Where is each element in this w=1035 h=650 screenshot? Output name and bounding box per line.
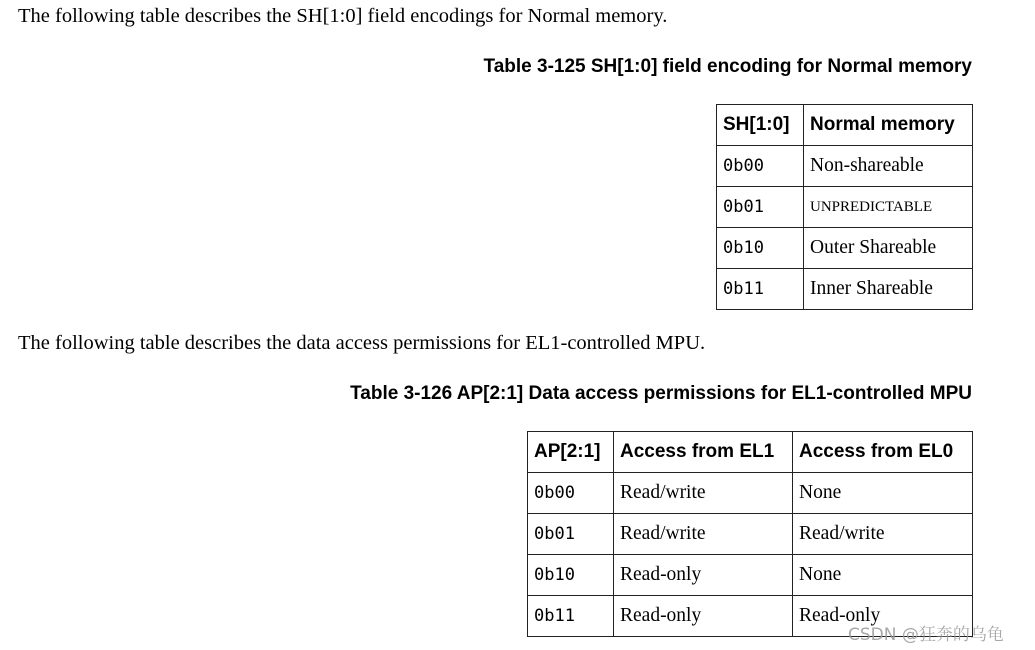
ap-permissions-table bbox=[527, 431, 973, 637]
cell: Read/write bbox=[614, 473, 793, 514]
intro-paragraph-2: The following table describes the data access permissions for EL1-controlled MPU. bbox=[18, 332, 706, 354]
watermark: CSDN @狂奔的乌龟 bbox=[848, 625, 1004, 645]
cell: None bbox=[793, 473, 973, 514]
table-caption-1: Table 3-125 SH[1:0] field encoding for Normal memory bbox=[483, 56, 972, 77]
cell: 0b00 bbox=[528, 473, 614, 514]
cell: 0b01 bbox=[528, 514, 614, 555]
cell: 0b10 bbox=[717, 228, 804, 269]
column-header: AP[2:1] bbox=[528, 432, 614, 473]
cell: Read/write bbox=[614, 514, 793, 555]
cell: Non-shareable bbox=[804, 146, 973, 187]
cell: UNPREDICTABLE bbox=[804, 187, 973, 228]
table-caption-2: Table 3-126 AP[2:1] Data access permissions for EL1-controlled MPU bbox=[350, 383, 972, 404]
cell: None bbox=[793, 555, 973, 596]
cell: 0b11 bbox=[717, 269, 804, 310]
cell: Read-only bbox=[793, 596, 973, 637]
cell: 0b11 bbox=[528, 596, 614, 637]
cell: 0b10 bbox=[528, 555, 614, 596]
cell: 0b01 bbox=[717, 187, 804, 228]
intro-paragraph-1: The following table describes the SH[1:0] field encodings for Normal memory. bbox=[18, 5, 668, 27]
table-row bbox=[528, 514, 973, 555]
table-row bbox=[717, 228, 973, 269]
column-header: SH[1:0] bbox=[717, 105, 804, 146]
table-header-row bbox=[528, 432, 973, 473]
cell: Read/write bbox=[793, 514, 973, 555]
cell: Outer Shareable bbox=[804, 228, 973, 269]
column-header: Access from EL1 bbox=[614, 432, 793, 473]
column-header: Normal memory bbox=[804, 105, 973, 146]
table-row bbox=[717, 146, 973, 187]
table-row bbox=[528, 473, 973, 514]
sh-encoding-table bbox=[716, 104, 973, 310]
table-row bbox=[717, 187, 973, 228]
table-header-row bbox=[717, 105, 973, 146]
table-row bbox=[528, 555, 973, 596]
cell: 0b00 bbox=[717, 146, 804, 187]
cell: Inner Shareable bbox=[804, 269, 973, 310]
cell: Read-only bbox=[614, 596, 793, 637]
cell: Read-only bbox=[614, 555, 793, 596]
column-header: Access from EL0 bbox=[793, 432, 973, 473]
table-row bbox=[717, 269, 973, 310]
